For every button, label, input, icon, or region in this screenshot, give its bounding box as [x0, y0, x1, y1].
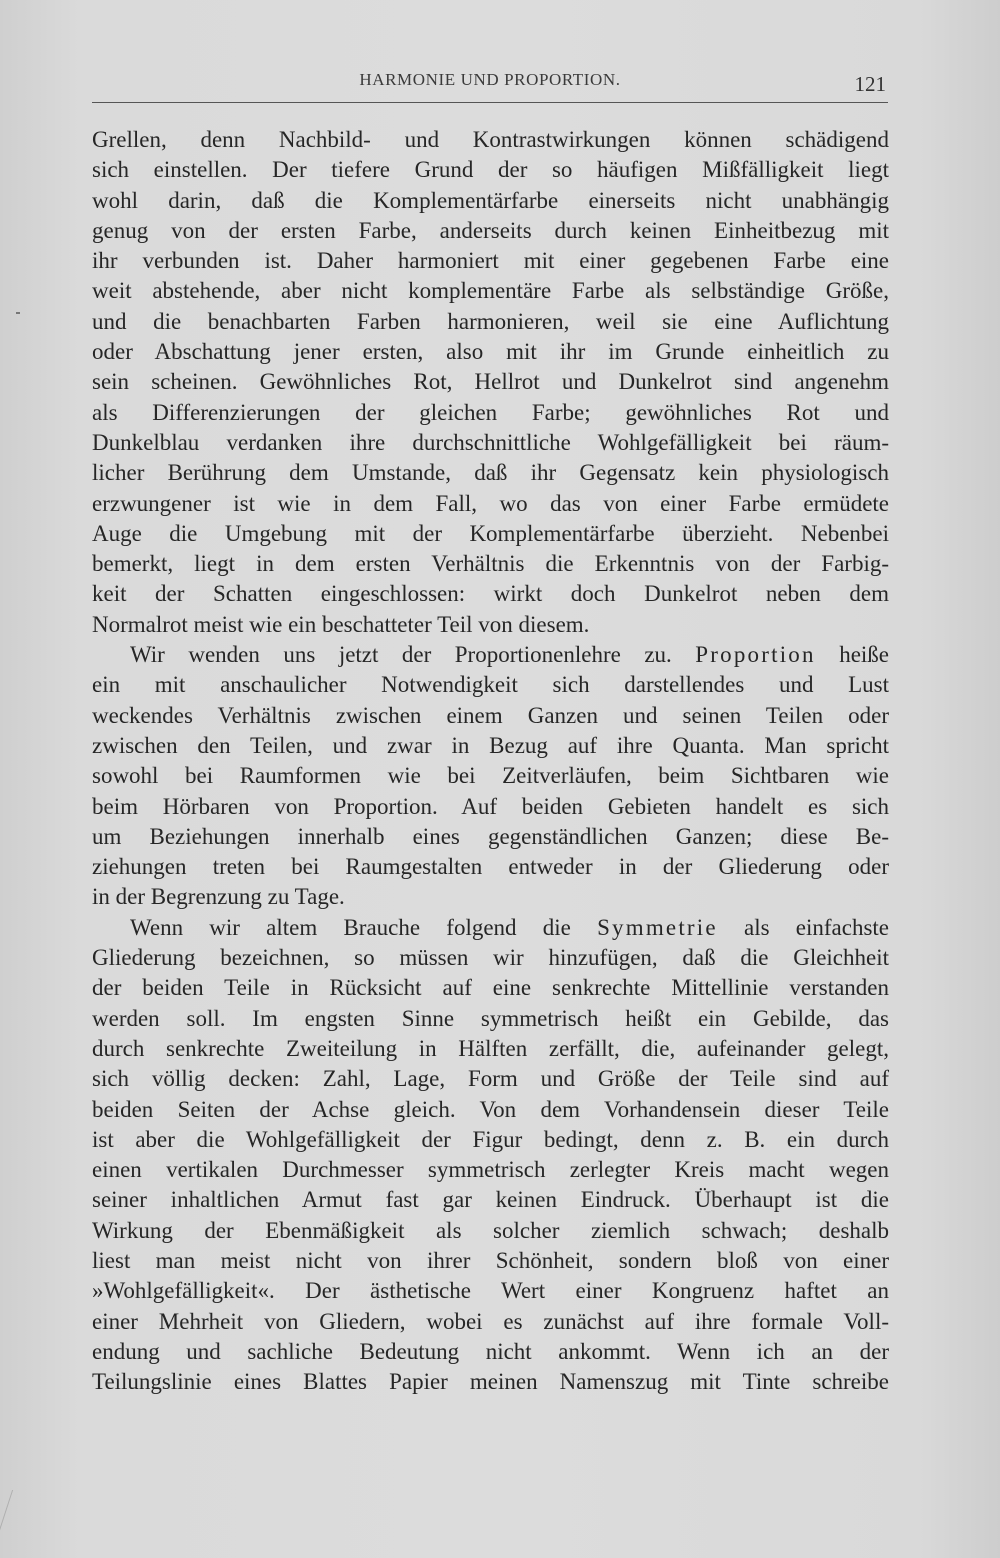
- text-line: und die benachbarten Farben harmonieren, weil sie eine Auflichtung: [92, 308, 889, 334]
- text-line: oder Abschattung jener ersten, also mit ihr im Grunde einheitlich zu: [92, 339, 889, 365]
- text-line: Dunkelblau verdanken ihre durchschnittliche Wohlgefälligkeit bei räum-: [92, 429, 889, 455]
- text-line: sein scheinen. Gewöhnliches Rot, Hellrot und Dunkelrot sind angenehm: [92, 369, 889, 395]
- text-line: endung und sachliche Bedeutung nicht ankommt. Wenn ich an der: [92, 1338, 889, 1364]
- text-line: sowohl bei Raumformen wie bei Zeitverläufen, beim Sichtbaren wie: [92, 763, 889, 789]
- text-line: ziehungen treten bei Raumgestalten entweder in der Gliederung oder: [92, 854, 889, 880]
- text-line: Teilungslinie eines Blattes Papier meinen Namenszug mit Tinte schreibe: [92, 1369, 889, 1395]
- paragraph-end-line: Normalrot meist wie ein beschatteter Teil von diesem.: [92, 611, 590, 637]
- text-line: erzwungener ist wie in dem Fall, wo das von einer Farbe ermüdete: [92, 490, 889, 516]
- page-edge-mark: [0, 1490, 27, 1540]
- text-line: bemerkt, liegt in dem ersten Verhältnis die Erkenntnis von der Farbig-: [92, 551, 889, 577]
- text-line: ein mit anschaulicher Notwendigkeit sich darstellendes und Lust: [92, 672, 889, 698]
- emphasized-term: Symmetrie: [597, 914, 718, 940]
- text-line: durch senkrechte Zweiteilung in Hälften zerfällt, die, aufeinander gelegt,: [92, 1035, 889, 1061]
- running-title: HARMONIE UND PROPORTION.: [359, 70, 621, 89]
- text-line: der beiden Teile in Rücksicht auf eine senkrechte Mittellinie verstanden: [92, 975, 889, 1001]
- text-line: weckendes Verhältnis zwischen einem Ganzen und seinen Teilen oder: [92, 702, 889, 728]
- text-line: zwischen den Teilen, und zwar in Bezug auf ihre Quanta. Man spricht: [92, 732, 889, 758]
- text-line: sich einstellen. Der tiefere Grund der so häufigen Mißfälligkeit liegt: [92, 157, 889, 183]
- text-line: seiner inhaltlichen Armut fast gar keinen Eindruck. Überhaupt ist die: [92, 1187, 889, 1213]
- text-line: wohl darin, daß die Komplementärfarbe einerseits nicht unabhängig: [92, 187, 889, 213]
- text-line: um Beziehungen innerhalb eines gegenständlichen Ganzen; diese Be-: [92, 823, 889, 849]
- text-line: liest man meist nicht von ihrer Schönheit, sondern bloß von einer: [92, 1247, 889, 1273]
- text-line: licher Berührung dem Umstande, daß ihr Gegensatz kein physiologisch: [92, 460, 889, 486]
- text-line: werden soll. Im engsten Sinne symmetrisch heißt ein Gebilde, das: [92, 1005, 889, 1031]
- text-line: sich völlig decken: Zahl, Lage, Form und Größe der Teile sind auf: [92, 1066, 889, 1092]
- paragraph-start-line: Wir wenden uns jetzt der Proportionenlehre zu. Proportion heiße: [130, 642, 889, 668]
- text-line: beiden Seiten der Achse gleich. Von dem Vorhandensein dieser Teile: [92, 1096, 889, 1122]
- text-line: »Wohlgefälligkeit«. Der ästhetische Wert einer Kongruenz haftet an: [92, 1278, 889, 1304]
- text-line: beim Hörbaren von Proportion. Auf beiden Gebieten handelt es sich: [92, 793, 889, 819]
- text-line: ist aber die Wohlgefälligkeit der Figur bedingt, denn z. B. ein durch: [92, 1126, 889, 1152]
- emphasized-term: Proportion: [695, 642, 816, 668]
- paragraph-start-line: Wenn wir altem Brauche folgend die Symmetrie als einfachste: [130, 914, 889, 940]
- text-line: einen vertikalen Durchmesser symmetrisch zerlegter Kreis macht wegen: [92, 1157, 889, 1183]
- paragraph-end-line: in der Begrenzung zu Tage.: [92, 884, 345, 910]
- running-header: [92, 68, 888, 103]
- text-line: Gliederung bezeichnen, so müssen wir hinzufügen, daß die Gleichheit: [92, 945, 889, 971]
- text-line: Grellen, denn Nachbild- und Kontrastwirkungen können schädigend: [92, 127, 889, 152]
- margin-mark: [16, 312, 20, 314]
- text-line: Auge die Umgebung mit der Komplementärfarbe überzieht. Nebenbei: [92, 520, 889, 546]
- text-line: keit der Schatten eingeschlossen: wirkt doch Dunkelrot neben dem: [92, 581, 889, 607]
- text-line: ihr verbunden ist. Daher harmoniert mit einer gegebenen Farbe eine: [92, 248, 889, 274]
- text-line: weit abstehende, aber nicht komplementäre Farbe als selbständige Größe,: [92, 278, 889, 304]
- text-line: genug von der ersten Farbe, anderseits durch keinen Einheitbezug mit: [92, 217, 889, 243]
- text-line: Wirkung der Ebenmäßigkeit als solcher ziemlich schwach; deshalb: [92, 1217, 889, 1243]
- page-number: 121: [854, 72, 886, 96]
- body-text: [92, 125, 889, 1397]
- text-line: einer Mehrheit von Gliedern, wobei es zunächst auf ihre formale Voll-: [92, 1308, 889, 1334]
- text-line: als Differenzierungen der gleichen Farbe; gewöhnliches Rot und: [92, 399, 889, 425]
